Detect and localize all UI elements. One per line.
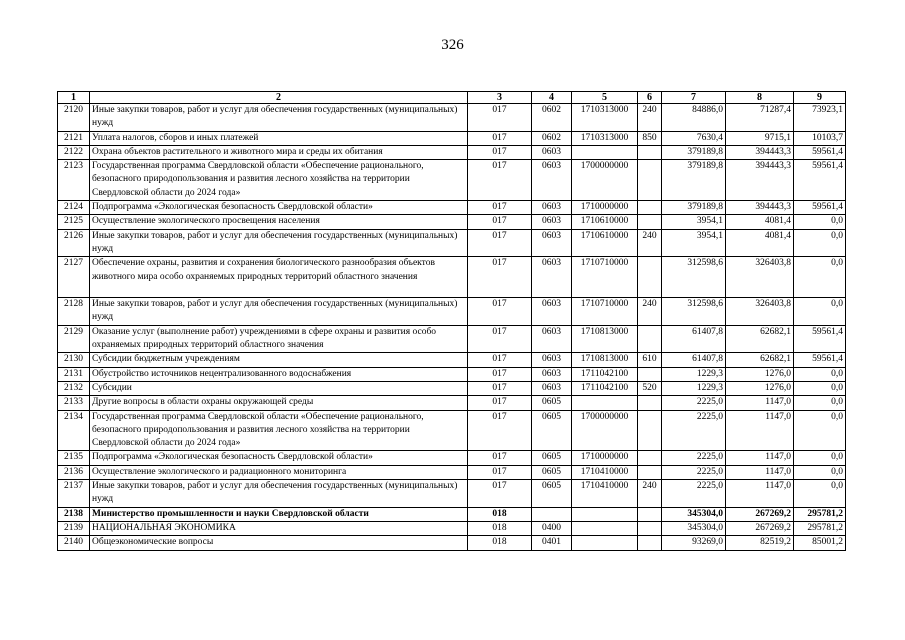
ministry-code-cell: 017 [468,465,532,479]
table-row [58,229,846,257]
row-number-cell: 2124 [58,201,90,215]
description-cell: Государственная программа Свердловской области «Обеспечение рационального, безопасного природопользования и развития лесного хозяйства на территории Свердловской области до 2024 года» [90,160,468,201]
ministry-code-cell: 017 [468,201,532,215]
amount-cell: 59561,4 [794,201,846,215]
target-article-cell: 1710710000 [572,257,638,298]
description-cell: Иные закупки товаров, работ и услуг для обеспечения государственных (муниципальных) нужд [90,480,468,508]
table-row [58,298,846,326]
amount-cell: 59561,4 [794,145,846,159]
amount-cell: 0,0 [794,410,846,451]
row-number-cell: 2138 [58,507,90,521]
amount-cell: 82519,2 [726,536,794,550]
column-header: 8 [726,92,794,104]
target-article-cell [572,507,638,521]
amount-cell: 326403,8 [726,298,794,326]
target-article-cell: 1710000000 [572,201,638,215]
section-code-cell: 0603 [532,353,572,367]
expense-type-cell [638,465,662,479]
description-cell: Государственная программа Свердловской области «Обеспечение рационального, безопасного природопользования и развития лесного хозяйства на территории Свердловской области до 2024 года» [90,410,468,451]
amount-cell: 0,0 [794,381,846,395]
amount-cell: 345304,0 [662,521,726,535]
table-row [58,325,846,353]
ministry-code-cell: 017 [468,410,532,451]
ministry-code-cell: 017 [468,145,532,159]
ministry-code-cell: 017 [468,215,532,229]
amount-cell: 312598,6 [662,257,726,298]
ministry-code-cell: 017 [468,229,532,257]
table-row [58,480,846,508]
table-row [58,367,846,381]
amount-cell: 1147,0 [726,396,794,410]
description-cell: Общеэкономические вопросы [90,536,468,550]
amount-cell: 326403,8 [726,257,794,298]
row-number-cell: 2123 [58,160,90,201]
column-header: 9 [794,92,846,104]
ministry-code-cell: 017 [468,381,532,395]
expense-type-cell: 240 [638,229,662,257]
column-header: 3 [468,92,532,104]
row-number-cell: 2129 [58,325,90,353]
row-number-cell: 2130 [58,353,90,367]
expense-type-cell [638,396,662,410]
target-article-cell: 1710710000 [572,298,638,326]
amount-cell: 93269,0 [662,536,726,550]
target-article-cell [572,396,638,410]
target-article-cell: 1711042100 [572,367,638,381]
ministry-code-cell: 017 [468,480,532,508]
amount-cell: 295781,2 [794,521,846,535]
ministry-code-cell: 017 [468,257,532,298]
table-row [58,507,846,521]
row-number-cell: 2121 [58,131,90,145]
section-code-cell: 0603 [532,381,572,395]
row-number-cell: 2131 [58,367,90,381]
row-number-cell: 2132 [58,381,90,395]
table-row [58,257,846,298]
section-code-cell [532,507,572,521]
amount-cell: 1276,0 [726,381,794,395]
expense-type-cell: 520 [638,381,662,395]
table-row [58,131,846,145]
section-code-cell: 0603 [532,298,572,326]
target-article-cell: 1711042100 [572,381,638,395]
ministry-code-cell: 017 [468,353,532,367]
section-code-cell: 0603 [532,201,572,215]
target-article-cell: 1710813000 [572,325,638,353]
section-code-cell: 0400 [532,521,572,535]
table-row [58,451,846,465]
ministry-code-cell: 017 [468,396,532,410]
section-code-cell: 0603 [532,257,572,298]
amount-cell: 4081,4 [726,215,794,229]
ministry-code-cell: 018 [468,536,532,550]
section-code-cell: 0602 [532,104,572,132]
amount-cell: 84886,0 [662,104,726,132]
description-cell: Иные закупки товаров, работ и услуг для обеспечения государственных (муниципальных) нужд [90,298,468,326]
table-row [58,396,846,410]
description-cell: Охрана объектов растительного и животного мира и среды их обитания [90,145,468,159]
ministry-code-cell: 017 [468,160,532,201]
column-header: 5 [572,92,638,104]
amount-cell: 73923,1 [794,104,846,132]
target-article-cell [572,521,638,535]
description-cell: Осуществление экологического просвещения населения [90,215,468,229]
amount-cell: 0,0 [794,257,846,298]
column-header: 1 [58,92,90,104]
target-article-cell: 1710313000 [572,104,638,132]
row-number-cell: 2125 [58,215,90,229]
table-row [58,104,846,132]
section-code-cell: 0603 [532,367,572,381]
table-row [58,381,846,395]
amount-cell: 85001,2 [794,536,846,550]
table-row [58,353,846,367]
amount-cell: 0,0 [794,229,846,257]
expense-type-cell [638,325,662,353]
target-article-cell: 1700000000 [572,160,638,201]
amount-cell: 394443,3 [726,145,794,159]
row-number-cell: 2127 [58,257,90,298]
amount-cell: 7630,4 [662,131,726,145]
ministry-code-cell: 018 [468,507,532,521]
expense-type-cell [638,536,662,550]
amount-cell: 295781,2 [794,507,846,521]
expense-type-cell: 850 [638,131,662,145]
section-code-cell: 0603 [532,215,572,229]
expense-type-cell: 240 [638,480,662,508]
amount-cell: 0,0 [794,215,846,229]
table-row [58,201,846,215]
description-cell: Субсидии [90,381,468,395]
amount-cell: 267269,2 [726,521,794,535]
amount-cell: 1147,0 [726,465,794,479]
row-number-cell: 2120 [58,104,90,132]
amount-cell: 1229,3 [662,381,726,395]
row-number-cell: 2137 [58,480,90,508]
ministry-code-cell: 017 [468,104,532,132]
description-cell: Уплата налогов, сборов и иных платежей [90,131,468,145]
description-cell: Обустройство источников нецентрализованного водоснабжения [90,367,468,381]
description-cell: Министерство промышленности и науки Свердловской области [90,507,468,521]
amount-cell: 1229,3 [662,367,726,381]
table-row [58,410,846,451]
amount-cell: 2225,0 [662,451,726,465]
section-code-cell: 0605 [532,480,572,508]
amount-cell: 71287,4 [726,104,794,132]
column-header: 6 [638,92,662,104]
section-code-cell: 0605 [532,410,572,451]
amount-cell: 1276,0 [726,367,794,381]
amount-cell: 61407,8 [662,353,726,367]
row-number-cell: 2134 [58,410,90,451]
amount-cell: 10103,7 [794,131,846,145]
amount-cell: 2225,0 [662,465,726,479]
description-cell: Иные закупки товаров, работ и услуг для обеспечения государственных (муниципальных) нужд [90,229,468,257]
expense-type-cell [638,145,662,159]
budget-table [57,91,846,551]
amount-cell: 3954,1 [662,215,726,229]
table-body [58,104,846,551]
amount-cell: 1147,0 [726,451,794,465]
amount-cell: 0,0 [794,396,846,410]
description-cell: Подпрограмма «Экологическая безопасность Свердловской области» [90,451,468,465]
section-code-cell: 0605 [532,465,572,479]
amount-cell: 0,0 [794,465,846,479]
amount-cell: 312598,6 [662,298,726,326]
amount-cell: 61407,8 [662,325,726,353]
section-code-cell: 0603 [532,160,572,201]
description-cell: Осуществление экологического и радиационного мониторинга [90,465,468,479]
amount-cell: 59561,4 [794,325,846,353]
description-cell: НАЦИОНАЛЬНАЯ ЭКОНОМИКА [90,521,468,535]
amount-cell: 394443,3 [726,201,794,215]
section-code-cell: 0603 [532,145,572,159]
target-article-cell: 1700000000 [572,410,638,451]
amount-cell: 0,0 [794,451,846,465]
expense-type-cell [638,160,662,201]
expense-type-cell [638,367,662,381]
target-article-cell: 1710000000 [572,451,638,465]
description-cell: Другие вопросы в области охраны окружающей среды [90,396,468,410]
expense-type-cell [638,521,662,535]
expense-type-cell [638,201,662,215]
target-article-cell: 1710813000 [572,353,638,367]
expense-type-cell: 240 [638,104,662,132]
amount-cell: 4081,4 [726,229,794,257]
amount-cell: 2225,0 [662,480,726,508]
amount-cell: 62682,1 [726,353,794,367]
section-code-cell: 0605 [532,451,572,465]
table-row [58,160,846,201]
description-cell: Иные закупки товаров, работ и услуг для обеспечения государственных (муниципальных) нужд [90,104,468,132]
target-article-cell [572,536,638,550]
expense-type-cell [638,507,662,521]
row-number-cell: 2135 [58,451,90,465]
section-code-cell: 0603 [532,229,572,257]
amount-cell: 379189,8 [662,160,726,201]
target-article-cell [572,145,638,159]
amount-cell: 379189,8 [662,201,726,215]
expense-type-cell [638,257,662,298]
expense-type-cell [638,410,662,451]
amount-cell: 345304,0 [662,507,726,521]
target-article-cell: 1710610000 [572,215,638,229]
expense-type-cell: 240 [638,298,662,326]
ministry-code-cell: 017 [468,367,532,381]
ministry-code-cell: 017 [468,325,532,353]
page-number: 326 [441,37,464,53]
expense-type-cell: 610 [638,353,662,367]
row-number-cell: 2140 [58,536,90,550]
amount-cell: 3954,1 [662,229,726,257]
column-header: 7 [662,92,726,104]
description-cell: Субсидии бюджетным учреждениям [90,353,468,367]
amount-cell: 394443,3 [726,160,794,201]
expense-type-cell [638,215,662,229]
target-article-cell: 1710410000 [572,480,638,508]
row-number-cell: 2128 [58,298,90,326]
ministry-code-cell: 017 [468,451,532,465]
table-row [58,465,846,479]
description-cell: Обеспечение охраны, развития и сохранения биологического разнообразия объектов животного мира особо охраняемых природных территорий областного значения [90,257,468,298]
amount-cell: 1147,0 [726,480,794,508]
amount-cell: 379189,8 [662,145,726,159]
amount-cell: 62682,1 [726,325,794,353]
target-article-cell: 1710610000 [572,229,638,257]
ministry-code-cell: 017 [468,131,532,145]
row-number-cell: 2139 [58,521,90,535]
amount-cell: 0,0 [794,367,846,381]
amount-cell: 2225,0 [662,410,726,451]
amount-cell: 59561,4 [794,160,846,201]
table-row [58,536,846,550]
amount-cell: 59561,4 [794,353,846,367]
description-cell: Оказание услуг (выполнение работ) учреждениями в сфере охраны и развития особо охраняемых природных территорий областного значения [90,325,468,353]
table-row [58,521,846,535]
description-cell: Подпрограмма «Экологическая безопасность Свердловской области» [90,201,468,215]
expense-type-cell [638,451,662,465]
row-number-cell: 2122 [58,145,90,159]
column-header: 4 [532,92,572,104]
column-header: 2 [90,92,468,104]
amount-cell: 267269,2 [726,507,794,521]
target-article-cell: 1710410000 [572,465,638,479]
section-code-cell: 0401 [532,536,572,550]
row-number-cell: 2136 [58,465,90,479]
target-article-cell: 1710313000 [572,131,638,145]
ministry-code-cell: 017 [468,298,532,326]
amount-cell: 9715,1 [726,131,794,145]
ministry-code-cell: 018 [468,521,532,535]
amount-cell: 1147,0 [726,410,794,451]
section-code-cell: 0603 [532,325,572,353]
table-row [58,145,846,159]
row-number-cell: 2133 [58,396,90,410]
amount-cell: 0,0 [794,480,846,508]
row-number-cell: 2126 [58,229,90,257]
section-code-cell: 0602 [532,131,572,145]
table-row [58,215,846,229]
amount-cell: 2225,0 [662,396,726,410]
column-number-header-row [58,92,846,104]
section-code-cell: 0605 [532,396,572,410]
amount-cell: 0,0 [794,298,846,326]
